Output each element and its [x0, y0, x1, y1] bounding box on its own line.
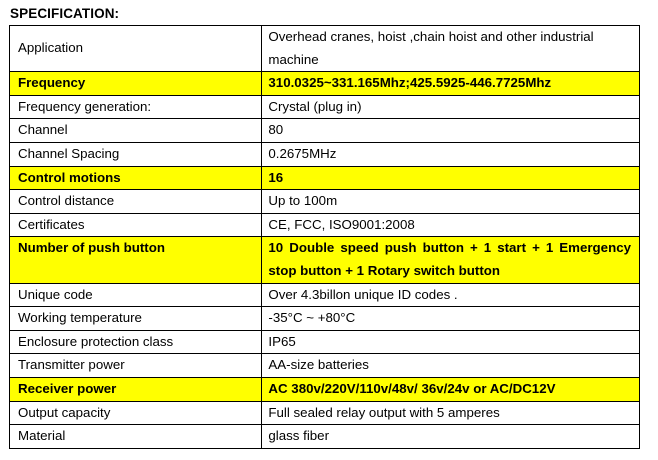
- spec-label: Number of push button: [10, 237, 262, 283]
- spec-value: 80: [262, 119, 640, 143]
- spec-label: Frequency generation:: [10, 95, 262, 119]
- spec-value: 16: [262, 166, 640, 190]
- spec-row-frequency: [10, 72, 640, 96]
- spec-row-control-motions: [10, 166, 640, 190]
- spec-label: Channel: [10, 119, 262, 143]
- spec-value: Up to 100m: [262, 190, 640, 214]
- spec-label: Control distance: [10, 190, 262, 214]
- spec-value: glass fiber: [262, 425, 640, 449]
- spec-table: [9, 25, 640, 449]
- spec-label: Receiver power: [10, 377, 262, 401]
- spec-label: Material: [10, 425, 262, 449]
- spec-label: Working temperature: [10, 307, 262, 331]
- spec-row-working-temperature: [10, 307, 640, 331]
- spec-label: Unique code: [10, 283, 262, 307]
- spec-label: Enclosure protection class: [10, 330, 262, 354]
- spec-label: Transmitter power: [10, 354, 262, 378]
- spec-value: 0.2675MHz: [262, 142, 640, 166]
- spec-value: -35°C ~ +80°C: [262, 307, 640, 331]
- spec-row-material: [10, 425, 640, 449]
- spec-row-channel-spacing: [10, 142, 640, 166]
- spec-row-output-capacity: [10, 401, 640, 425]
- spec-value: Over 4.3billon unique ID codes .: [262, 283, 640, 307]
- spec-label: Application: [10, 26, 262, 72]
- spec-row-channel: [10, 119, 640, 143]
- spec-value: 310.0325~331.165Mhz;425.5925-446.7725Mhz: [262, 72, 640, 96]
- spec-label: Certificates: [10, 213, 262, 237]
- spec-value: IP65: [262, 330, 640, 354]
- spec-value: AA-size batteries: [262, 354, 640, 378]
- spec-row-certificates: [10, 213, 640, 237]
- spec-row-transmitter-power: [10, 354, 640, 378]
- spec-label: Frequency: [10, 72, 262, 96]
- spec-value: Full sealed relay output with 5 amperes: [262, 401, 640, 425]
- spec-row-frequency-generation: [10, 95, 640, 119]
- spec-row-receiver-power: [10, 377, 640, 401]
- spec-value: AC 380v/220V/110v/48v/ 36v/24v or AC/DC12V: [262, 377, 640, 401]
- spec-row-push-buttons: [10, 237, 640, 283]
- spec-label: Output capacity: [10, 401, 262, 425]
- spec-label: Control motions: [10, 166, 262, 190]
- spec-value: 10 Double speed push button + 1 start + 1 Emergency stop button + 1 Rotary switch button: [262, 237, 640, 283]
- spec-row-application: [10, 26, 640, 72]
- spec-row-enclosure-protection: [10, 330, 640, 354]
- spec-row-unique-code: [10, 283, 640, 307]
- spec-row-control-distance: [10, 190, 640, 214]
- spec-value: CE, FCC, ISO9001:2008: [262, 213, 640, 237]
- spec-heading: SPECIFICATION:: [10, 6, 120, 21]
- spec-label: Channel Spacing: [10, 142, 262, 166]
- spec-value: Overhead cranes, hoist ,chain hoist and other industrial machine: [262, 26, 640, 72]
- spec-value: Crystal (plug in): [262, 95, 640, 119]
